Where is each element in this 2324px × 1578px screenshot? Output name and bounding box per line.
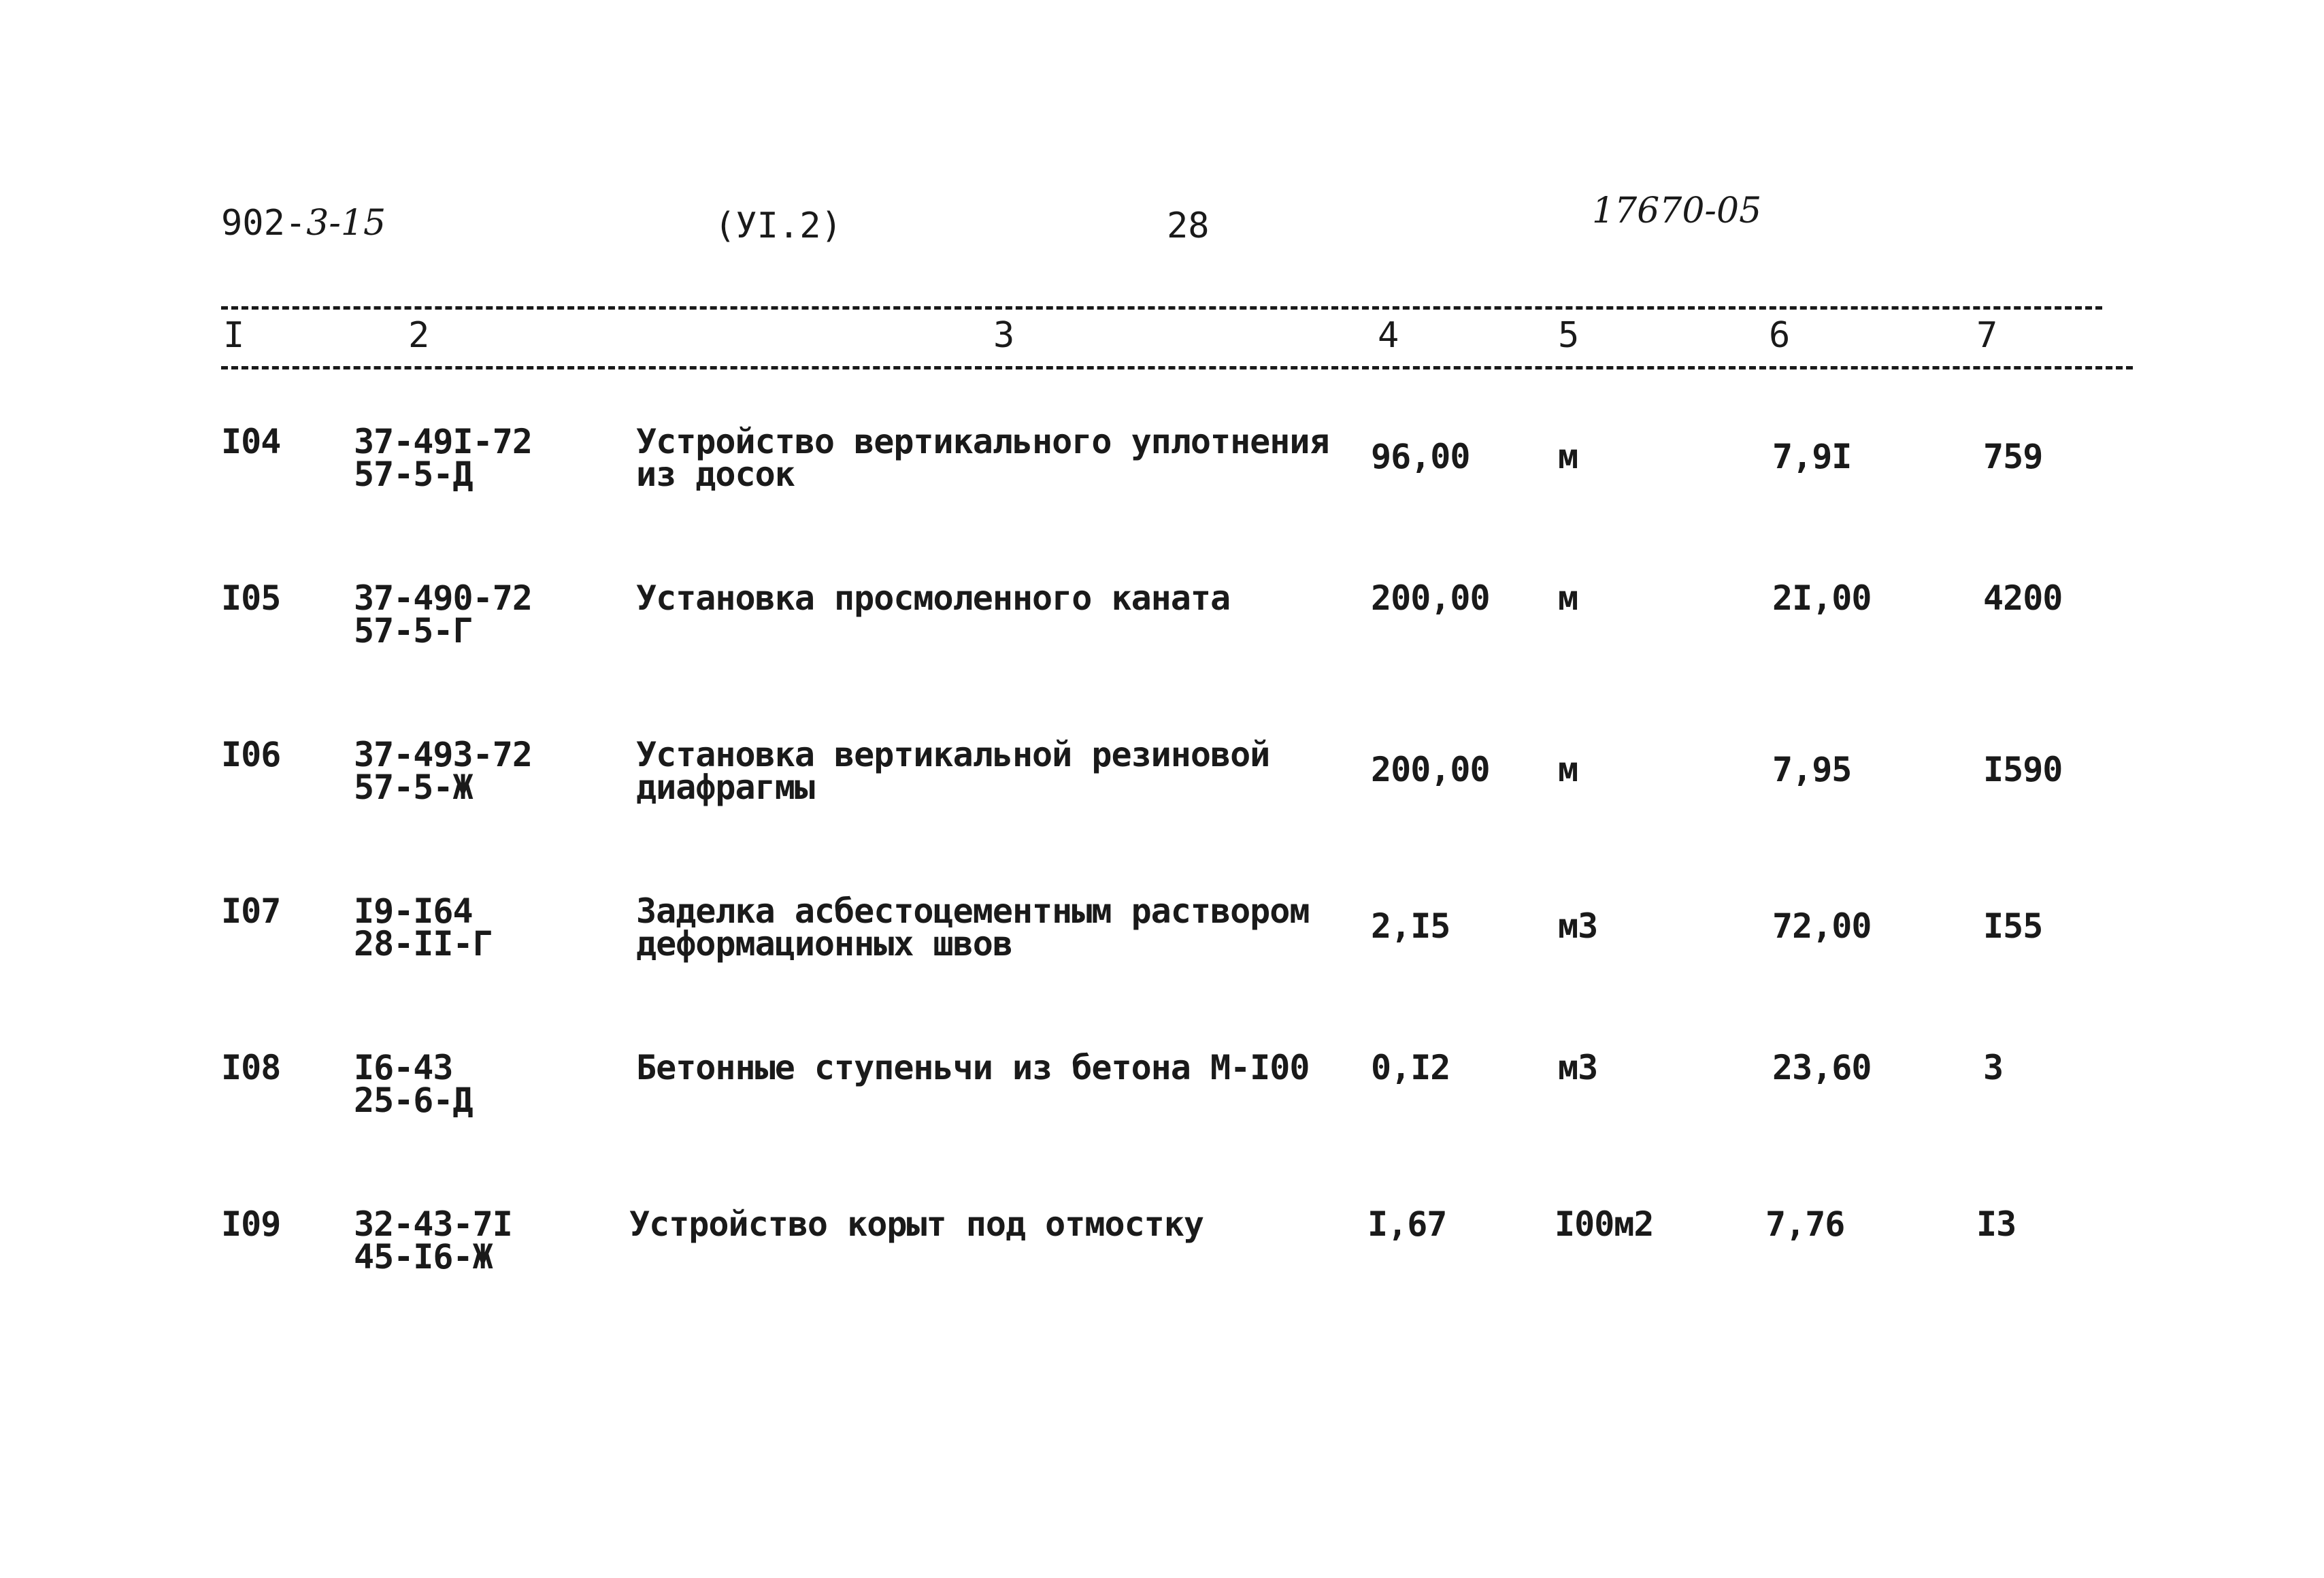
- unit: м: [1558, 578, 1578, 618]
- row-number: I08: [221, 1048, 281, 1087]
- column-number-5: 5: [1558, 315, 1580, 356]
- description-line1: Устройство вертикального уплотнения: [636, 422, 1329, 461]
- row-number: I04: [221, 422, 281, 461]
- unit: м: [1558, 437, 1578, 476]
- total-cost: I590: [1983, 750, 2063, 789]
- table-row: [0, 578, 2324, 663]
- description-line2: деформационных швов: [636, 924, 1012, 964]
- description-line1: Установка просмоленного каната: [636, 578, 1231, 618]
- unit: м3: [1558, 906, 1598, 946]
- quantity: 96,00: [1371, 437, 1470, 476]
- norm-code-line2: 45-I6-Ж: [354, 1237, 493, 1277]
- quantity: 200,00: [1371, 578, 1490, 618]
- header-rule-bottom: [221, 366, 2133, 369]
- row-number: I05: [221, 578, 281, 618]
- unit-price: 7,9I: [1772, 437, 1852, 476]
- quantity: I,67: [1367, 1204, 1447, 1244]
- document-code: [221, 204, 386, 242]
- column-number-4: 4: [1378, 315, 1399, 356]
- norm-code: [354, 735, 532, 807]
- description-line1: Бетонные ступеньчи из бетона М-I00: [636, 1048, 1310, 1087]
- norm-code: [354, 1048, 473, 1120]
- unit: м3: [1558, 1048, 1598, 1087]
- section-number: (УI.2): [714, 206, 842, 246]
- quantity: 0,I2: [1371, 1048, 1450, 1087]
- norm-code-line2: 57-5-Д: [354, 455, 473, 494]
- unit: I00м2: [1555, 1204, 1654, 1244]
- total-cost: 3: [1983, 1048, 2004, 1087]
- column-number-2: 2: [408, 315, 430, 356]
- unit-price: 7,95: [1772, 750, 1852, 789]
- description-line1: Установка вертикальной резиновой: [636, 735, 1270, 774]
- norm-code-line1: I9-I64: [354, 891, 473, 931]
- unit-price: 72,00: [1772, 906, 1872, 946]
- column-number-3: 3: [993, 315, 1015, 356]
- column-number-7: 7: [1976, 315, 1998, 356]
- description-line2: диафрагмы: [636, 768, 814, 807]
- norm-code: [354, 891, 493, 964]
- work-description: [636, 422, 1329, 494]
- norm-code-line1: 37-493-72: [354, 735, 532, 774]
- norm-code-line1: 32-43-7I: [354, 1204, 512, 1244]
- quantity: 2,I5: [1371, 906, 1450, 946]
- table-row: [0, 891, 2324, 976]
- row-number: I06: [221, 735, 281, 774]
- header-rule-top: [221, 306, 2102, 310]
- norm-code: [354, 1204, 512, 1277]
- work-description: [636, 1048, 1310, 1087]
- norm-code-line1: 37-49I-72: [354, 422, 532, 461]
- page-number: 28: [1167, 206, 1210, 246]
- description-line2: из досок: [636, 455, 795, 494]
- document-code-printed: 902-: [221, 203, 307, 244]
- work-description: [636, 578, 1231, 618]
- total-cost: 759: [1983, 437, 2043, 476]
- unit-price: 23,60: [1772, 1048, 1872, 1087]
- description-line1: Заделка асбестоцементным раствором: [636, 891, 1310, 931]
- column-number-6: 6: [1769, 315, 1791, 356]
- table-row: [0, 735, 2324, 820]
- table-row: [0, 1204, 2324, 1289]
- norm-code-line1: I6-43: [354, 1048, 453, 1087]
- unit-price: 7,76: [1765, 1204, 1845, 1244]
- norm-code-line2: 28-II-Г: [354, 924, 493, 964]
- total-cost: 4200: [1983, 578, 2063, 618]
- table-row: [0, 1048, 2324, 1133]
- norm-code-line2: 57-5-Г: [354, 611, 473, 651]
- row-number: I09: [221, 1204, 281, 1244]
- unit-price: 2I,00: [1772, 578, 1872, 618]
- table-row: [0, 422, 2324, 507]
- norm-code-line2: 57-5-Ж: [354, 768, 473, 807]
- total-cost: I55: [1983, 906, 2043, 946]
- work-description: [629, 1204, 1204, 1244]
- unit: м: [1558, 750, 1578, 789]
- description-line1: Устройство корыт под отмостку: [629, 1204, 1204, 1244]
- document-code-handwritten: 3-15: [306, 203, 386, 244]
- norm-code: [354, 578, 532, 651]
- handwritten-reference: 17670-05: [1592, 191, 1762, 231]
- work-description: [636, 891, 1310, 964]
- total-cost: I3: [1976, 1204, 2016, 1244]
- row-number: I07: [221, 891, 281, 931]
- quantity: 200,00: [1371, 750, 1490, 789]
- norm-code-line2: 25-6-Д: [354, 1081, 473, 1120]
- column-number-1: I: [223, 315, 245, 356]
- norm-code-line1: 37-490-72: [354, 578, 532, 618]
- norm-code: [354, 422, 532, 494]
- work-description: [636, 735, 1270, 807]
